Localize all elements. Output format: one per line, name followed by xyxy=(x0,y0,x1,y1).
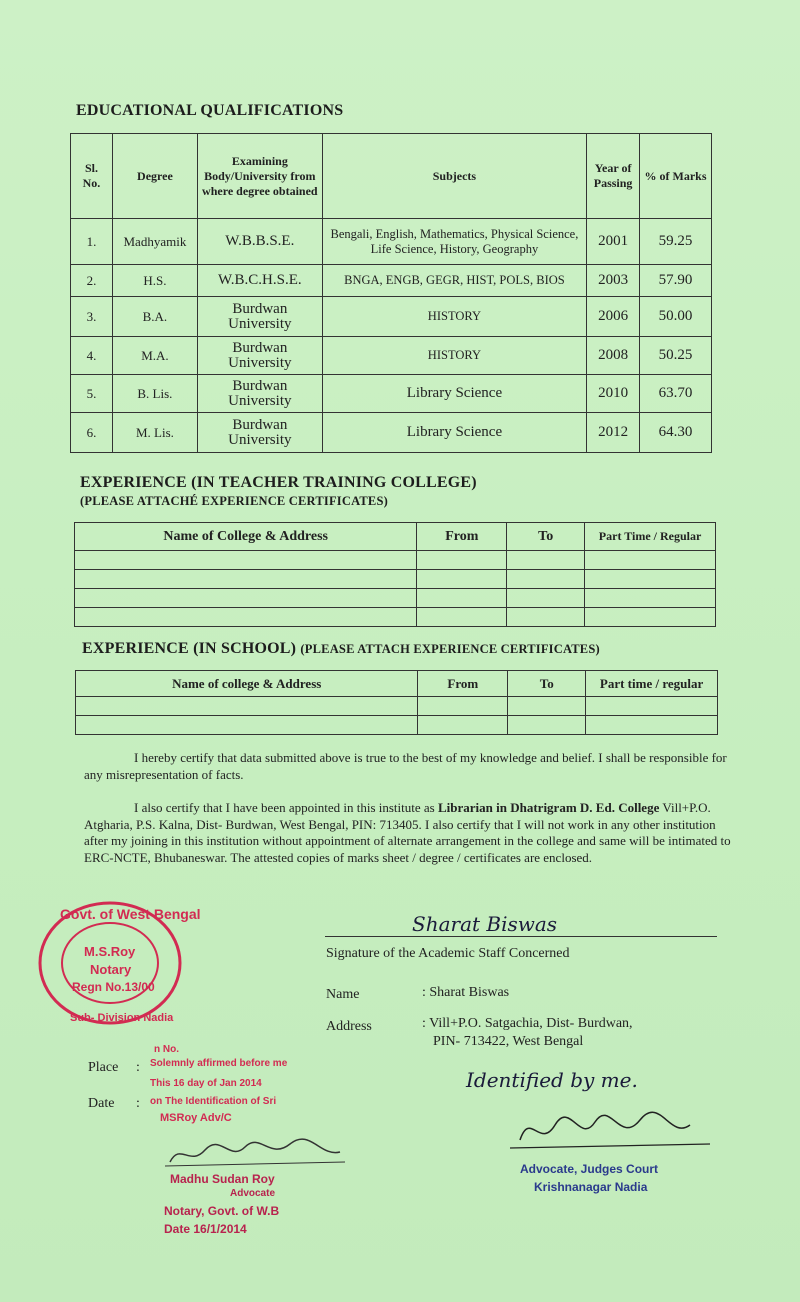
header-school-name: Name of college & Address xyxy=(76,671,418,697)
table-row xyxy=(71,265,712,297)
date-label: Date xyxy=(88,1096,115,1111)
header-sl: Sl. No. xyxy=(71,134,113,219)
cell-body: Burdwan University xyxy=(197,297,322,337)
seal-division: Sub- Division Nadia xyxy=(70,1012,174,1024)
advocate-line-2: Krishnanagar Nadia xyxy=(534,1180,648,1194)
table-row xyxy=(76,716,718,735)
table-row xyxy=(71,297,712,337)
cell-marks: 50.00 xyxy=(640,297,712,337)
table-row xyxy=(75,570,716,589)
seal-ring-text: Govt. of West Bengal xyxy=(60,906,201,922)
table-row xyxy=(71,337,712,375)
cell-degree: H.S. xyxy=(112,265,197,297)
table-row xyxy=(76,697,718,716)
place-label: Place xyxy=(88,1060,119,1075)
cell-body: Burdwan University xyxy=(197,375,322,413)
table-row xyxy=(75,608,716,627)
stamp-line-0: n No. xyxy=(154,1044,179,1055)
date-colon: : xyxy=(136,1096,140,1111)
cell-year: 2003 xyxy=(587,265,640,297)
address-label: Address xyxy=(326,1019,372,1034)
signature-label: Signature of the Academic Staff Concerned xyxy=(326,946,570,961)
declaration-paragraph-1: I hereby certify that data submitted above is true to the best of my knowledge and belief. I shall be responsible for any misrepresentation of facts. xyxy=(84,750,727,782)
cell-marks: 63.70 xyxy=(640,375,712,413)
cell-subjects: Library Science xyxy=(322,413,586,453)
stamp-govt: Notary, Govt. of W.B xyxy=(164,1204,280,1218)
table-row xyxy=(71,375,712,413)
stamp-line-4: MSRoy Adv/C xyxy=(160,1112,232,1124)
header-from: From xyxy=(417,523,507,551)
cell-year: 2012 xyxy=(587,413,640,453)
header-from: From xyxy=(418,671,508,697)
stamp-date: Date 16/1/2014 xyxy=(164,1222,247,1236)
advocate-signature-icon xyxy=(500,1100,720,1160)
cell-degree: Madhyamik xyxy=(112,219,197,265)
stamp-line-1: Solemnly affirmed before me xyxy=(150,1058,288,1069)
cell-year: 2008 xyxy=(587,337,640,375)
education-header-row xyxy=(71,134,712,219)
cell-subjects: Library Science xyxy=(322,375,586,413)
cell-sl: 3. xyxy=(71,297,113,337)
cell-subjects: HISTORY xyxy=(322,337,586,375)
experience-school-subheading: (PLEASE ATTACH EXPERIENCE CERTIFICATES) xyxy=(300,642,600,656)
experience-school-table xyxy=(75,670,718,735)
cell-marks: 59.25 xyxy=(640,219,712,265)
header-to: To xyxy=(508,671,586,697)
experience-college-subheading: (PLEASE ATTACHÉ EXPERIENCE CERTIFICATES) xyxy=(80,494,388,508)
header-type: Part time / regular xyxy=(586,671,718,697)
experience-school-header-row xyxy=(76,671,718,697)
cell-marks: 64.30 xyxy=(640,413,712,453)
seal-regn: Regn No.13/00 xyxy=(72,980,155,994)
cell-body: W.B.B.S.E. xyxy=(197,219,322,265)
cell-sl: 5. xyxy=(71,375,113,413)
place-colon: : xyxy=(136,1060,140,1075)
experience-college-header-row xyxy=(75,523,716,551)
header-body: Examining Body/University from where degree obtained xyxy=(197,134,322,219)
address-line-2: PIN- 713422, West Bengal xyxy=(433,1034,584,1049)
education-table xyxy=(70,133,712,453)
signature-line xyxy=(325,936,717,937)
cell-sl: 6. xyxy=(71,413,113,453)
notary-signature-icon xyxy=(160,1132,350,1172)
table-row xyxy=(71,219,712,265)
header-to: To xyxy=(507,523,585,551)
cell-marks: 57.90 xyxy=(640,265,712,297)
advocate-line-1: Advocate, Judges Court xyxy=(520,1162,659,1176)
header-college-name: Name of College & Address xyxy=(75,523,417,551)
education-heading: EDUCATIONAL QUALIFICATIONS xyxy=(76,102,344,119)
declaration-paragraph-2 xyxy=(84,800,736,866)
cell-sl: 4. xyxy=(71,337,113,375)
cell-year: 2006 xyxy=(587,297,640,337)
stamp-name: Madhu Sudan Roy xyxy=(170,1172,275,1186)
name-value: : Sharat Biswas xyxy=(422,985,510,1000)
cell-sl: 1. xyxy=(71,219,113,265)
cell-degree: M.A. xyxy=(112,337,197,375)
experience-school-title: EXPERIENCE (IN SCHOOL) xyxy=(82,640,297,657)
declaration-text: I also certify that I have been appointed in this institute as xyxy=(134,800,438,815)
header-subjects: Subjects xyxy=(322,134,586,219)
cell-marks: 50.25 xyxy=(640,337,712,375)
identified-handwriting: Identified by me. xyxy=(466,1068,638,1092)
header-type: Part Time / Regular xyxy=(585,523,716,551)
cell-subjects: Bengali, English, Mathematics, Physical Science, Life Science, History, Geography xyxy=(322,219,586,265)
cell-subjects: HISTORY xyxy=(322,297,586,337)
cell-year: 2010 xyxy=(587,375,640,413)
cell-degree: M. Lis. xyxy=(112,413,197,453)
declaration-position: Librarian in Dhatrigram D. Ed. College xyxy=(437,800,660,815)
name-label: Name xyxy=(326,987,360,1002)
stamp-line-3: on The Identification of Sri xyxy=(150,1096,277,1107)
cell-body: W.B.C.H.S.E. xyxy=(197,265,322,297)
address-line-1: : Vill+P.O. Satgachia, Dist- Burdwan, xyxy=(422,1016,633,1031)
stamp-line-2: This 16 day of Jan 2014 xyxy=(150,1078,262,1089)
cell-body: Burdwan University xyxy=(197,413,322,453)
cell-body: Burdwan University xyxy=(197,337,322,375)
cell-degree: B.A. xyxy=(112,297,197,337)
seal-title: Notary xyxy=(90,962,132,977)
cell-degree: B. Lis. xyxy=(112,375,197,413)
table-row xyxy=(75,551,716,570)
experience-college-table xyxy=(74,522,716,627)
cell-subjects: BNGA, ENGB, GEGR, HIST, POLS, BIOS xyxy=(322,265,586,297)
cell-sl: 2. xyxy=(71,265,113,297)
header-year: Year of Passing xyxy=(587,134,640,219)
stamp-title: Advocate xyxy=(230,1188,276,1199)
handwritten-signature: Sharat Biswas xyxy=(412,912,558,936)
header-marks: % of Marks xyxy=(640,134,712,219)
experience-college-heading: EXPERIENCE (IN TEACHER TRAINING COLLEGE) xyxy=(80,474,477,491)
seal-name: M.S.Roy xyxy=(84,944,136,959)
experience-school-heading xyxy=(82,640,600,658)
cell-year: 2001 xyxy=(587,219,640,265)
table-row xyxy=(75,589,716,608)
table-row xyxy=(71,413,712,453)
declaration-text: Vill+P.O. Atgharia, P.S. Kalna, Dist- Burdwan, West Bengal, PIN: 713405. I also certify that I will not work in any other institution after my joining in this institution without appointment of alternate arrangement in the college and same will be intimated to ERC-NCTE, Bhubaneswar. The attested copies of marks sheet / degree / certificates are enclosed. xyxy=(84,800,731,865)
header-degree: Degree xyxy=(112,134,197,219)
